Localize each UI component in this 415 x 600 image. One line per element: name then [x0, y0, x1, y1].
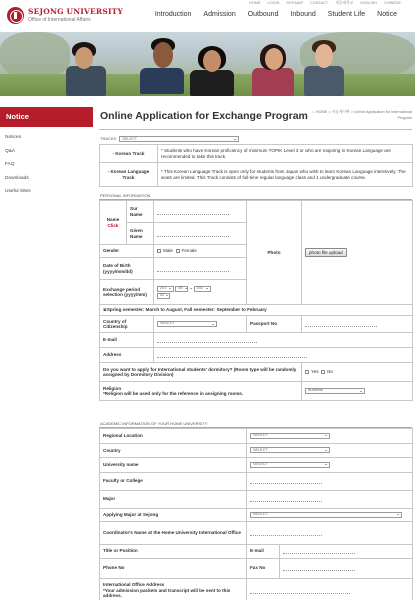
- fax-label: Fax No: [247, 558, 280, 578]
- chevron-down-icon: [397, 514, 399, 515]
- applying-major-label: Applying Major at Sejong: [100, 508, 247, 521]
- male-checkbox[interactable]: [157, 249, 161, 253]
- util-link-english[interactable]: ENGLISH: [360, 1, 378, 5]
- dormitory-question: Do you want to apply for International students' dormitory? (Room type will be randomly assigned by Dormitory Division): [100, 363, 302, 382]
- hero-banner-image: [0, 32, 415, 96]
- korean-track-label: - Korean Track: [100, 145, 158, 163]
- major-label: Major: [100, 490, 247, 508]
- breadcrumb: ⌂ HOME > 자유게시판 > Online Application for International Program: [312, 110, 412, 120]
- country-citizenship-select[interactable]: SELECT: [157, 321, 217, 327]
- period-end-month-select[interactable]: 02: [157, 293, 170, 299]
- util-link-contact[interactable]: CONTACT: [310, 1, 329, 5]
- language-track-desc: * This Korean Language Track is open only for students from Japan who wish to learn Korean Language intensively. The seats are limited. This Track consists of full-time regular language class and 1 undergraduate course.: [158, 163, 413, 187]
- university-name-label: University name: [100, 458, 247, 473]
- tracks-label: TRACKS: [100, 136, 117, 142]
- period-end-year-select[interactable]: 202: [194, 286, 211, 292]
- logo-subtitle: Office of International Affairs: [28, 17, 91, 23]
- academic-section-label: ACADEMIC INFORMATION OF YOUR HOME UNIVERSITY: [100, 421, 208, 426]
- main-navigation: [149, 11, 403, 18]
- dorm-no-label: No: [327, 369, 333, 375]
- page-title: Online Application for Exchange Program: [100, 110, 308, 122]
- email-input[interactable]: [157, 337, 257, 343]
- faculty-input[interactable]: [250, 478, 322, 484]
- logo-title: SEJONG UNIVERSITY: [28, 7, 124, 16]
- female-checkbox[interactable]: [176, 249, 180, 253]
- tracks-table: [99, 144, 413, 187]
- personal-info-table: [99, 200, 413, 401]
- given-name-label: Given Name: [127, 223, 154, 245]
- korean-track-desc: * Students who have Korean proficiency of minimum TOPIK Level 3 or who are majoring in Korean Language are recommended to take this track.: [158, 145, 413, 163]
- chevron-down-icon: [169, 288, 171, 289]
- address-input[interactable]: [157, 352, 307, 358]
- nav-introduction[interactable]: Introduction: [154, 11, 192, 18]
- sidebar-item-qna[interactable]: Q&A: [5, 148, 16, 154]
- tracks-select[interactable]: SELECT: [119, 136, 239, 142]
- nav-admission[interactable]: Admission: [203, 11, 236, 18]
- office-address-input[interactable]: [250, 588, 350, 594]
- name-label: Name: [106, 217, 120, 223]
- regional-location-select[interactable]: SELECT: [250, 433, 330, 439]
- dorm-no-checkbox[interactable]: [321, 370, 325, 374]
- chevron-down-icon: [325, 435, 327, 436]
- university-name-select[interactable]: SELECT: [250, 462, 330, 468]
- university-logo[interactable]: [7, 4, 157, 26]
- util-link-sitemap[interactable]: SITEMAP: [286, 1, 304, 5]
- dorm-yes-checkbox[interactable]: [305, 370, 309, 374]
- util-link-chinese[interactable]: CHINESE: [384, 1, 401, 5]
- passport-label: Passport No: [247, 316, 302, 333]
- chevron-down-icon: [185, 288, 187, 289]
- applying-major-select[interactable]: SELECT: [250, 512, 402, 518]
- photo-label: Photo: [247, 201, 302, 305]
- language-track-label: - Korean Language Track: [100, 163, 158, 187]
- period-separator: ~: [189, 285, 193, 291]
- address-label: Address: [100, 348, 154, 363]
- coordinator-name-label: Coordinator's Name at the Home University International Office: [100, 521, 247, 544]
- fax-input[interactable]: [283, 565, 355, 571]
- email-label: E-mail: [100, 333, 154, 348]
- regional-location-label: Regional Location: [100, 429, 247, 444]
- util-link-home[interactable]: HOME: [249, 1, 261, 5]
- passport-input[interactable]: [305, 321, 377, 327]
- sidebar-item-downloads[interactable]: Downloads: [5, 175, 29, 181]
- nav-outbound[interactable]: Outbound: [247, 11, 279, 18]
- nav-inbound[interactable]: Inbound: [290, 11, 316, 18]
- photo-upload-button[interactable]: photo file upload: [305, 248, 347, 256]
- religion-label: Religion: [103, 385, 122, 391]
- period-start-year-select[interactable]: 201: [157, 286, 174, 292]
- coordinator-email-input[interactable]: [283, 548, 355, 554]
- exchange-period-label: Exchange period selection (yyyy/mm): [100, 280, 154, 305]
- dorm-yes-label: Yes: [311, 369, 319, 375]
- country-label: Country: [100, 443, 247, 458]
- sidebar-item-notices[interactable]: Notices: [5, 135, 21, 140]
- coordinator-name-input[interactable]: [250, 530, 322, 536]
- gender-label: Gender: [100, 245, 154, 258]
- period-start-month-select[interactable]: 08: [175, 286, 188, 292]
- chevron-down-icon: [206, 288, 208, 289]
- major-input[interactable]: [250, 496, 322, 502]
- chevron-down-icon: [325, 450, 327, 451]
- title-position-label: Title or Position: [100, 544, 247, 558]
- personal-section-label: PERSONAL INFORMATION: [100, 193, 151, 198]
- university-emblem-icon: [7, 7, 24, 24]
- academic-info-table: [99, 428, 413, 600]
- sidebar-item-faq[interactable]: FAQ: [5, 162, 15, 167]
- surname-input[interactable]: [157, 209, 229, 215]
- site-header: [0, 0, 415, 32]
- chevron-down-icon: [212, 324, 214, 325]
- util-link-login[interactable]: LOGIN: [267, 1, 280, 5]
- utility-links: [249, 1, 401, 6]
- religion-select[interactable]: Buddhist: [305, 388, 365, 394]
- coordinator-email-label: E-mail: [247, 544, 280, 558]
- chevron-down-icon: [234, 139, 236, 140]
- chevron-down-icon: [166, 295, 168, 296]
- religion-note: *Religion will be used only for the reference in assigning rooms.: [103, 391, 244, 396]
- semester-note: ※Spring semester: March to August, Fall semester: September to February: [100, 305, 413, 316]
- office-address-label: International Office Address: [103, 582, 165, 588]
- male-label: Male: [163, 248, 173, 254]
- given-name-input[interactable]: [157, 231, 229, 237]
- nav-student-life[interactable]: Student Life: [327, 11, 366, 18]
- female-label: Female: [181, 248, 197, 254]
- faculty-label: Faculty or College: [100, 472, 247, 490]
- dob-input[interactable]: [157, 266, 229, 272]
- chevron-down-icon: [325, 464, 327, 465]
- util-link-korean[interactable]: 세종대학교: [335, 1, 354, 5]
- sidebar: [0, 107, 93, 199]
- chevron-down-icon: [360, 391, 362, 392]
- sidebar-item-useful-sites[interactable]: Useful Sites: [5, 189, 31, 194]
- country-citizenship-label: Country of Citizenship: [100, 316, 154, 333]
- nav-notice[interactable]: Notice: [377, 11, 397, 18]
- click-link[interactable]: Click: [107, 222, 119, 228]
- dob-label: Date of Birth (yyyy/mm/dd): [100, 258, 154, 280]
- phone-label: Phone No: [100, 558, 247, 578]
- office-address-note: *Your admission packets and transcript will be sent to this address.: [103, 587, 231, 599]
- sidebar-title: Notice: [0, 107, 93, 127]
- surname-label: Sur Name: [127, 201, 154, 223]
- country-select[interactable]: SELECT: [250, 447, 330, 453]
